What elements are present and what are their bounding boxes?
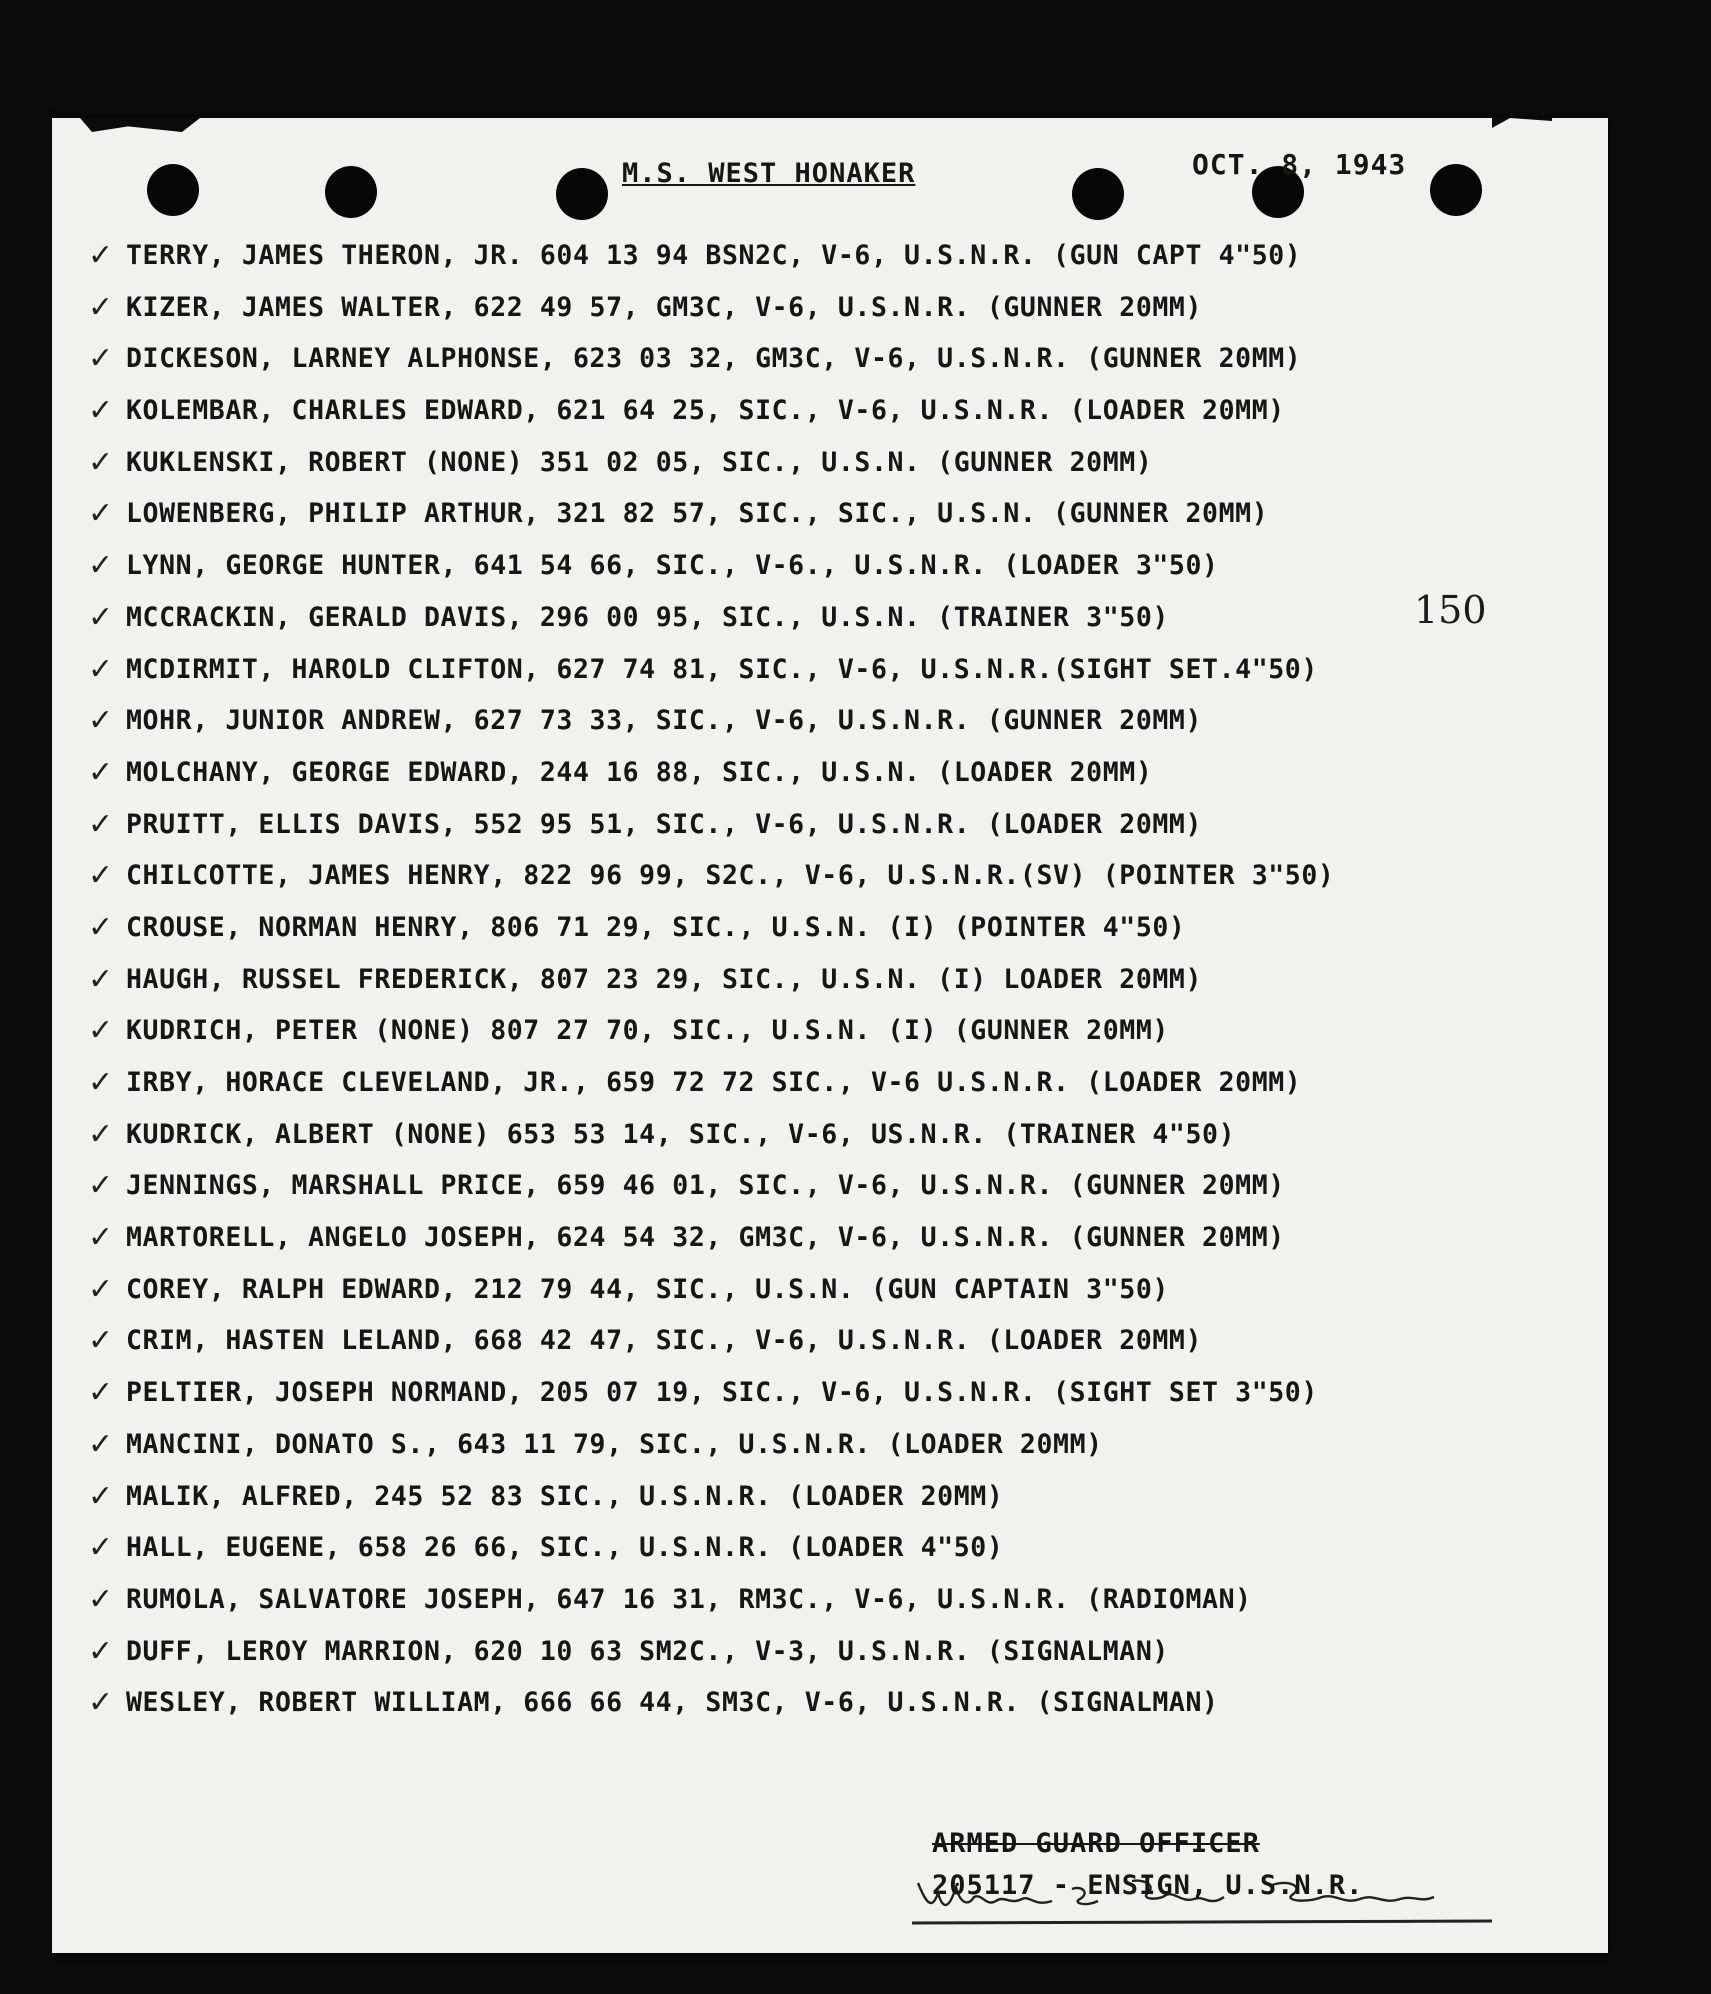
- document-date: OCT. 8, 1943: [1192, 148, 1407, 181]
- crew-entry: HAUGH, RUSSEL FREDERICK, 807 23 29, SIC., U.S.N. (I) LOADER 20MM): [126, 963, 1203, 995]
- check-mark-icon: ✓: [88, 961, 114, 997]
- crew-entry: CROUSE, NORMAN HENRY, 806 71 29, SIC., U.S.N. (I) (POINTER 4"50): [126, 911, 1186, 943]
- check-mark-icon: ✓: [88, 754, 114, 790]
- crew-row: [88, 1632, 1558, 1684]
- check-mark-icon: ✓: [88, 651, 114, 687]
- check-mark-icon: ✓: [88, 703, 114, 739]
- crew-row: [88, 908, 1558, 960]
- crew-entry: MCCRACKIN, GERALD DAVIS, 296 00 95, SIC., U.S.N. (TRAINER 3"50): [126, 601, 1169, 633]
- vessel-title: M.S. WEST HONAKER: [622, 158, 916, 189]
- check-mark-icon: ✓: [88, 1685, 114, 1721]
- check-mark-icon: ✓: [88, 1426, 114, 1462]
- crew-row: [88, 236, 1558, 288]
- check-mark-icon: ✓: [88, 1271, 114, 1307]
- crew-row: [88, 701, 1558, 753]
- crew-row: [88, 1528, 1558, 1580]
- crew-row: [88, 1683, 1558, 1735]
- crew-row: [88, 856, 1558, 908]
- check-mark-icon: ✓: [88, 444, 114, 480]
- crew-row: [88, 805, 1558, 857]
- crew-row: [88, 1063, 1558, 1115]
- crew-entry: KIZER, JAMES WALTER, 622 49 57, GM3C, V-6, U.S.N.R. (GUNNER 20MM): [126, 291, 1203, 323]
- check-mark-icon: ✓: [88, 1116, 114, 1152]
- crew-entry: WESLEY, ROBERT WILLIAM, 666 66 44, SM3C, V-6, U.S.N.R. (SIGNALMAN): [126, 1687, 1219, 1719]
- crew-row: [88, 1373, 1558, 1425]
- crew-entry: CHILCOTTE, JAMES HENRY, 822 96 99, S2C., V-6, U.S.N.R.(SV) (POINTER 3"50): [126, 860, 1335, 892]
- check-mark-icon: ✓: [88, 238, 114, 273]
- crew-row: [88, 494, 1558, 546]
- punch-hole: [1430, 164, 1482, 216]
- check-mark-icon: ✓: [88, 341, 114, 377]
- check-mark-icon: ✓: [88, 1478, 114, 1514]
- crew-row: [88, 1115, 1558, 1167]
- crew-row: [88, 391, 1558, 443]
- punch-hole: [1072, 168, 1124, 220]
- crew-entry: JENNINGS, MARSHALL PRICE, 659 46 01, SIC., V-6, U.S.N.R. (GUNNER 20MM): [126, 1170, 1285, 1202]
- check-mark-icon: ✓: [88, 909, 114, 945]
- check-mark-icon: ✓: [88, 1581, 114, 1617]
- check-mark-icon: ✓: [88, 858, 114, 894]
- punch-hole: [325, 166, 377, 218]
- crew-entry: PRUITT, ELLIS DAVIS, 552 95 51, SIC., V-6, U.S.N.R. (LOADER 20MM): [126, 808, 1203, 840]
- signature-title: ARMED GUARD OFFICER: [932, 1828, 1260, 1859]
- crew-entry: KOLEMBAR, CHARLES EDWARD, 621 64 25, SIC., V-6, U.S.N.R. (LOADER 20MM): [126, 395, 1285, 427]
- crew-row: [88, 753, 1558, 805]
- crew-entry: MCDIRMIT, HAROLD CLIFTON, 627 74 81, SIC., V-6, U.S.N.R.(SIGHT SET.4"50): [126, 653, 1318, 685]
- check-mark-icon: ✓: [88, 1633, 114, 1669]
- crew-row: [88, 960, 1558, 1012]
- check-mark-icon: ✓: [88, 289, 114, 325]
- check-mark-icon: ✓: [88, 496, 114, 532]
- check-mark-icon: ✓: [88, 1065, 114, 1100]
- crew-entry: MALIK, ALFRED, 245 52 83 SIC., U.S.N.R. (LOADER 20MM): [126, 1480, 1004, 1512]
- crew-entry: TERRY, JAMES THERON, JR. 604 13 94 BSN2C, V-6, U.S.N.R. (GUN CAPT 4"50): [126, 240, 1302, 271]
- document-page: [52, 118, 1608, 1953]
- check-mark-icon: ✓: [88, 1323, 114, 1359]
- torn-edge: [1492, 118, 1552, 128]
- crew-row: [88, 1580, 1558, 1632]
- crew-entry: MOLCHANY, GEORGE EDWARD, 244 16 88, SIC., U.S.N. (LOADER 20MM): [126, 756, 1153, 788]
- check-mark-icon: ✓: [88, 1168, 114, 1204]
- crew-row: [88, 1425, 1558, 1477]
- crew-row: [88, 1270, 1558, 1322]
- crew-entry: DUFF, LEROY MARRION, 620 10 63 SM2C., V-3, U.S.N.R. (SIGNALMAN): [126, 1635, 1169, 1667]
- crew-row: [88, 1477, 1558, 1529]
- crew-row: [88, 443, 1558, 495]
- crew-row: [88, 546, 1558, 598]
- crew-entry: MARTORELL, ANGELO JOSEPH, 624 54 32, GM3C, V-6, U.S.N.R. (GUNNER 20MM): [126, 1222, 1285, 1254]
- crew-row: [88, 288, 1558, 340]
- check-mark-icon: ✓: [88, 1013, 114, 1049]
- crew-row: [88, 339, 1558, 391]
- torn-corner: [80, 118, 200, 132]
- crew-row: [88, 1011, 1558, 1063]
- crew-entry: KUDRICH, PETER (NONE) 807 27 70, SIC., U.S.N. (I) (GUNNER 20MM): [126, 1015, 1169, 1047]
- crew-entry: KUKLENSKI, ROBERT (NONE) 351 02 05, SIC., U.S.N. (GUNNER 20MM): [126, 446, 1153, 478]
- check-mark-icon: ✓: [88, 599, 114, 635]
- crew-entry: MOHR, JUNIOR ANDREW, 627 73 33, SIC., V-6, U.S.N.R. (GUNNER 20MM): [126, 705, 1203, 737]
- crew-entry: KUDRICK, ALBERT (NONE) 653 53 14, SIC., V-6, US.N.R. (TRAINER 4"50): [126, 1118, 1236, 1150]
- punch-hole: [147, 164, 199, 216]
- crew-entry: IRBY, HORACE CLEVELAND, JR., 659 72 72 SIC., V-6 U.S.N.R. (LOADER 20MM): [126, 1067, 1302, 1098]
- crew-entry: PELTIER, JOSEPH NORMAND, 205 07 19, SIC., V-6, U.S.N.R. (SIGHT SET 3"50): [126, 1377, 1318, 1409]
- crew-entry: MANCINI, DONATO S., 643 11 79, SIC., U.S.N.R. (LOADER 20MM): [126, 1428, 1103, 1460]
- crew-entry: LOWENBERG, PHILIP ARTHUR, 321 82 57, SIC., SIC., U.S.N. (GUNNER 20MM): [126, 498, 1269, 530]
- crew-row: [88, 598, 1558, 650]
- crew-entry: LYNN, GEORGE HUNTER, 641 54 66, SIC., V-6., U.S.N.R. (LOADER 3"50): [126, 550, 1219, 582]
- check-mark-icon: ✓: [88, 393, 114, 429]
- crew-entry: COREY, RALPH EDWARD, 212 79 44, SIC., U.S.N. (GUN CAPTAIN 3"50): [126, 1273, 1169, 1305]
- crew-entry: CRIM, HASTEN LELAND, 668 42 47, SIC., V-6, U.S.N.R. (LOADER 20MM): [126, 1325, 1203, 1357]
- check-mark-icon: ✓: [88, 806, 114, 842]
- check-mark-icon: ✓: [88, 1220, 114, 1256]
- check-mark-icon: ✓: [88, 1530, 114, 1566]
- crew-row: [88, 1218, 1558, 1270]
- crew-row: [88, 1321, 1558, 1373]
- crew-row: [88, 1166, 1558, 1218]
- crew-entry: DICKESON, LARNEY ALPHONSE, 623 03 32, GM3C, V-6, U.S.N.R. (GUNNER 20MM): [126, 343, 1302, 375]
- crew-entry: RUMOLA, SALVATORE JOSEPH, 647 16 31, RM3C., V-6, U.S.N.R. (RADIOMAN): [126, 1583, 1252, 1615]
- page-number: 150: [1414, 588, 1487, 632]
- crew-entry: HALL, EUGENE, 658 26 66, SIC., U.S.N.R. (LOADER 4"50): [126, 1532, 1004, 1564]
- crew-list: [88, 236, 1558, 1735]
- crew-row: [88, 650, 1558, 702]
- check-mark-icon: ✓: [88, 1375, 114, 1411]
- punch-hole: [556, 168, 608, 220]
- signature-id-line: 205117 - ENSIGN, U.S.N.R.: [932, 1870, 1364, 1901]
- check-mark-icon: ✓: [88, 548, 114, 584]
